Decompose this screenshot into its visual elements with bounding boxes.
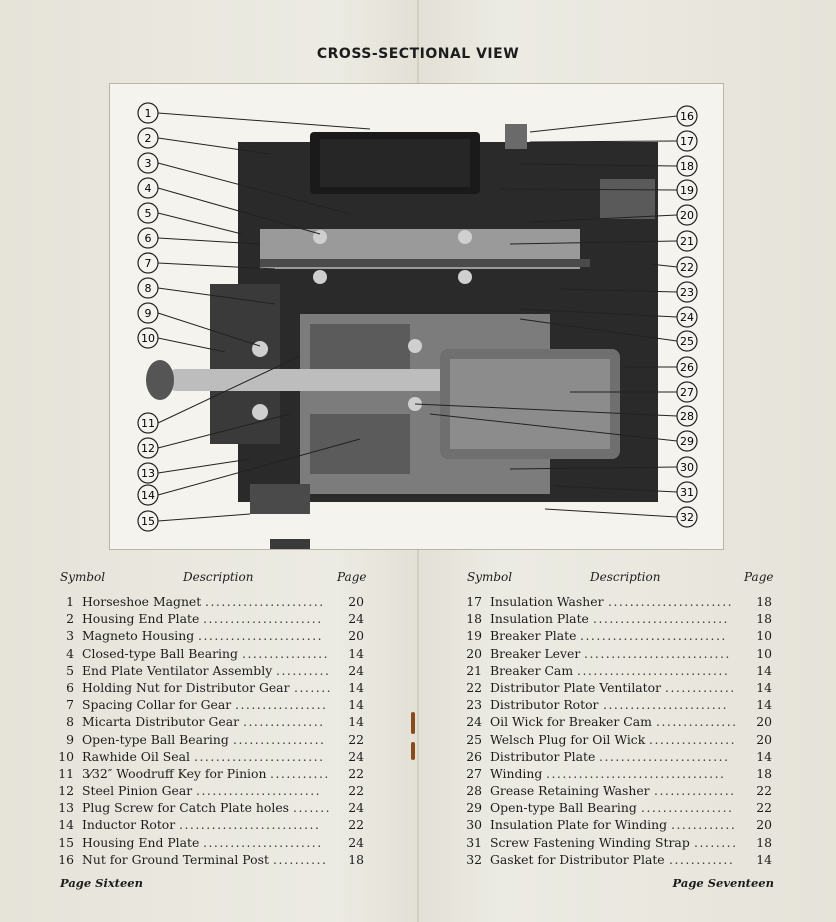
table-row [460,852,780,869]
row-description: Breaker Lever [490,645,581,661]
right-header-symbol: Symbol [467,570,513,584]
row-description: Plug Screw for Catch Plate holes [82,800,290,816]
right-header-description: Description [590,570,661,584]
row-symbol: 9 [66,731,74,747]
row-description: Breaker Cam [490,662,574,678]
row-symbol: 20 [466,645,482,661]
row-symbol: 7 [66,697,74,713]
dot-leader: ....................... [196,783,322,799]
right-parts-list [460,594,780,869]
svg-text:31: 31 [680,486,694,499]
table-row [460,766,780,783]
page-title: CROSS-SECTIONAL VIEW [316,46,520,62]
svg-text:30: 30 [680,461,694,474]
table-row [52,714,372,731]
row-page: 24 [348,834,364,850]
row-symbol: 30 [466,817,482,833]
table-row [460,646,780,663]
staple-bottom [411,742,415,760]
row-symbol: 15 [58,834,74,850]
dot-leader: ...................... [203,611,323,627]
row-page: 20 [348,628,364,644]
dot-leader: ............ [671,817,737,833]
dot-leader: ....... [294,679,333,695]
row-page: 22 [348,817,364,833]
svg-text:28: 28 [680,410,694,423]
row-page: 18 [756,834,772,850]
dot-leader: ............................ [577,662,730,678]
svg-text:15: 15 [141,515,155,528]
row-description: Insulation Plate [490,611,589,627]
svg-text:3: 3 [144,157,152,170]
svg-text:14: 14 [141,489,155,502]
table-row [52,766,372,783]
row-page: 14 [756,748,772,764]
row-symbol: 1 [66,594,74,609]
row-symbol: 5 [66,662,74,678]
dot-leader: .......... [276,662,331,678]
row-symbol: 12 [58,783,74,799]
table-row [460,749,780,766]
svg-text:26: 26 [680,361,694,374]
row-page: 14 [756,851,772,867]
row-description: End Plate Ventilator Assembly [82,662,273,678]
row-description: Insulation Plate for Winding [490,817,667,833]
dot-leader: ........................ [194,748,325,764]
callout-16 [530,106,697,132]
row-description: Open-type Ball Bearing [82,731,229,747]
svg-text:29: 29 [680,435,694,448]
row-page: 22 [348,783,364,799]
dot-leader: ............. [665,679,736,695]
left-parts-list [52,594,372,869]
left-header-symbol: Symbol [60,570,106,584]
row-description: Distributor Rotor [490,697,599,713]
svg-text:16: 16 [680,110,694,123]
table-row [460,800,780,817]
row-description: Nut for Ground Terminal Post [82,851,269,867]
row-page: 22 [348,765,364,781]
dot-leader: ............ [669,851,735,867]
row-symbol: 26 [466,748,482,764]
row-symbol: 28 [466,783,482,799]
row-page: 14 [756,697,772,713]
row-description: Spacing Collar for Gear [82,697,232,713]
row-page: 14 [348,645,364,661]
table-row [52,611,372,628]
row-symbol: 11 [58,765,74,781]
dot-leader: ....................... [603,697,729,713]
table-row [52,817,372,834]
row-page: 14 [756,662,772,678]
svg-text:13: 13 [141,467,155,480]
cross-section-figure [109,83,724,550]
magneto-illustration [146,124,658,549]
table-row [460,783,780,800]
table-row [52,732,372,749]
table-row [52,594,372,611]
svg-text:5: 5 [144,207,152,220]
row-description: Holding Nut for Distributor Gear [82,679,290,695]
dot-leader: ........ [694,834,738,850]
svg-text:2: 2 [144,132,152,145]
table-row [52,783,372,800]
row-symbol: 23 [466,697,482,713]
row-description: Oil Wick for Breaker Cam [490,714,652,730]
dot-leader: ....................... [198,628,324,644]
row-symbol: 19 [466,628,482,644]
magneto-cross-section-drawing [110,84,723,549]
table-row [460,680,780,697]
row-page: 24 [348,800,364,816]
row-description: Housing End Plate [82,834,200,850]
row-symbol: 25 [466,731,482,747]
row-symbol: 10 [58,748,74,764]
dot-leader: ............... [654,783,736,799]
row-symbol: 21 [466,662,482,678]
footer-right-page-number: Page Seventeen [672,876,774,890]
row-description: Grease Retaining Washer [490,783,650,799]
dot-leader: ............... [656,714,738,730]
svg-text:21: 21 [680,235,694,248]
dot-leader: ...................... [205,594,325,609]
table-row [52,852,372,869]
svg-text:10: 10 [141,332,155,345]
row-description: Screw Fastening Winding Strap [490,834,690,850]
row-description: 3⁄32″ Woodruff Key for Pinion [82,765,267,781]
svg-text:27: 27 [680,386,694,399]
table-row [460,732,780,749]
row-page: 24 [348,662,364,678]
table-row [460,835,780,852]
table-row [460,628,780,645]
row-symbol: 27 [466,765,482,781]
row-description: Open-type Ball Bearing [490,800,637,816]
left-header-page: Page [337,570,367,584]
svg-text:32: 32 [680,511,694,524]
row-description: Rawhide Oil Seal [82,748,190,764]
table-row [52,835,372,852]
row-description: Closed-type Ball Bearing [82,645,238,661]
svg-text:18: 18 [680,160,694,173]
row-page: 14 [348,697,364,713]
row-page: 10 [756,628,772,644]
dot-leader: ................ [242,645,330,661]
table-row [52,663,372,680]
table-row [460,594,780,611]
dot-leader: ................. [233,731,326,747]
row-symbol: 16 [58,851,74,867]
svg-text:6: 6 [144,232,152,245]
row-symbol: 3 [66,628,74,644]
svg-text:4: 4 [144,182,152,195]
row-symbol: 18 [466,611,482,627]
table-row [52,800,372,817]
table-row [52,628,372,645]
callout-32 [545,507,697,527]
svg-text:11: 11 [141,417,155,430]
row-symbol: 31 [466,834,482,850]
table-row [52,749,372,766]
row-description: Gasket for Distributor Plate [490,851,665,867]
row-symbol: 32 [466,851,482,867]
svg-text:17: 17 [680,135,694,148]
row-description: Breaker Plate [490,628,577,644]
dot-leader: ....................... [608,594,734,609]
row-description: Steel Pinion Gear [82,783,193,799]
dot-leader: ........................ [599,748,730,764]
row-page: 20 [756,731,772,747]
left-header-description: Description [183,570,254,584]
row-symbol: 2 [66,611,74,627]
svg-text:20: 20 [680,209,694,222]
row-page: 14 [348,714,364,730]
row-page: 10 [756,645,772,661]
row-page: 20 [756,714,772,730]
row-description: Micarta Distributor Gear [82,714,240,730]
row-page: 20 [756,817,772,833]
row-symbol: 24 [466,714,482,730]
svg-text:8: 8 [144,282,152,295]
table-row [460,817,780,834]
table-row [460,663,780,680]
table-row [52,680,372,697]
row-description: Welsch Plug for Oil Wick [490,731,646,747]
row-description: Distributor Plate [490,748,596,764]
right-header-page: Page [744,570,774,584]
row-description: Insulation Washer [490,594,604,609]
row-page: 18 [756,765,772,781]
row-symbol: 6 [66,679,74,695]
callout-1 [138,103,370,129]
dot-leader: ........................... [580,628,727,644]
table-row [52,697,372,714]
table-row [52,646,372,663]
svg-text:9: 9 [144,307,152,320]
row-page: 22 [756,800,772,816]
row-page: 18 [348,851,364,867]
dot-leader: ........................... [584,645,731,661]
dot-leader: ........... [270,765,330,781]
row-symbol: 14 [58,817,74,833]
table-row [460,697,780,714]
row-page: 18 [756,594,772,609]
row-symbol: 8 [66,714,74,730]
callout-15 [138,511,250,531]
row-page: 14 [348,679,364,695]
dot-leader: ................. [641,800,734,816]
svg-text:22: 22 [680,261,694,274]
svg-text:19: 19 [680,184,694,197]
row-page: 24 [348,611,364,627]
dot-leader: ....... [293,800,332,816]
dot-leader: .......................... [179,817,321,833]
svg-text:12: 12 [141,442,155,455]
row-symbol: 29 [466,800,482,816]
dot-leader: ................................. [546,765,726,781]
svg-text:23: 23 [680,286,694,299]
row-page: 14 [756,679,772,695]
dot-leader: ............... [243,714,325,730]
row-symbol: 22 [466,679,482,695]
svg-text:24: 24 [680,311,694,324]
svg-text:7: 7 [144,257,152,270]
row-description: Magneto Housing [82,628,195,644]
row-description: Distributor Plate Ventilator [490,679,662,695]
svg-text:1: 1 [144,107,152,120]
row-description: Housing End Plate [82,611,200,627]
row-description: Winding [490,765,543,781]
row-page: 24 [348,748,364,764]
row-symbol: 4 [66,645,74,661]
dot-leader: .......... [273,851,328,867]
row-page: 22 [756,783,772,799]
row-description: Horseshoe Magnet [82,594,202,609]
dot-leader: ................ [649,731,737,747]
table-row [460,611,780,628]
row-symbol: 13 [58,800,74,816]
dot-leader: ...................... [203,834,323,850]
table-row [460,714,780,731]
row-page: 18 [756,611,772,627]
staple-top [411,712,415,734]
row-description: Inductor Rotor [82,817,176,833]
callout-13 [138,459,250,483]
dot-leader: ......................... [593,611,729,627]
footer-left-page-number: Page Sixteen [60,876,143,890]
row-page: 22 [348,731,364,747]
row-symbol: 17 [466,594,482,609]
svg-text:25: 25 [680,335,694,348]
row-page: 20 [348,594,364,609]
dot-leader: ................. [235,697,328,713]
